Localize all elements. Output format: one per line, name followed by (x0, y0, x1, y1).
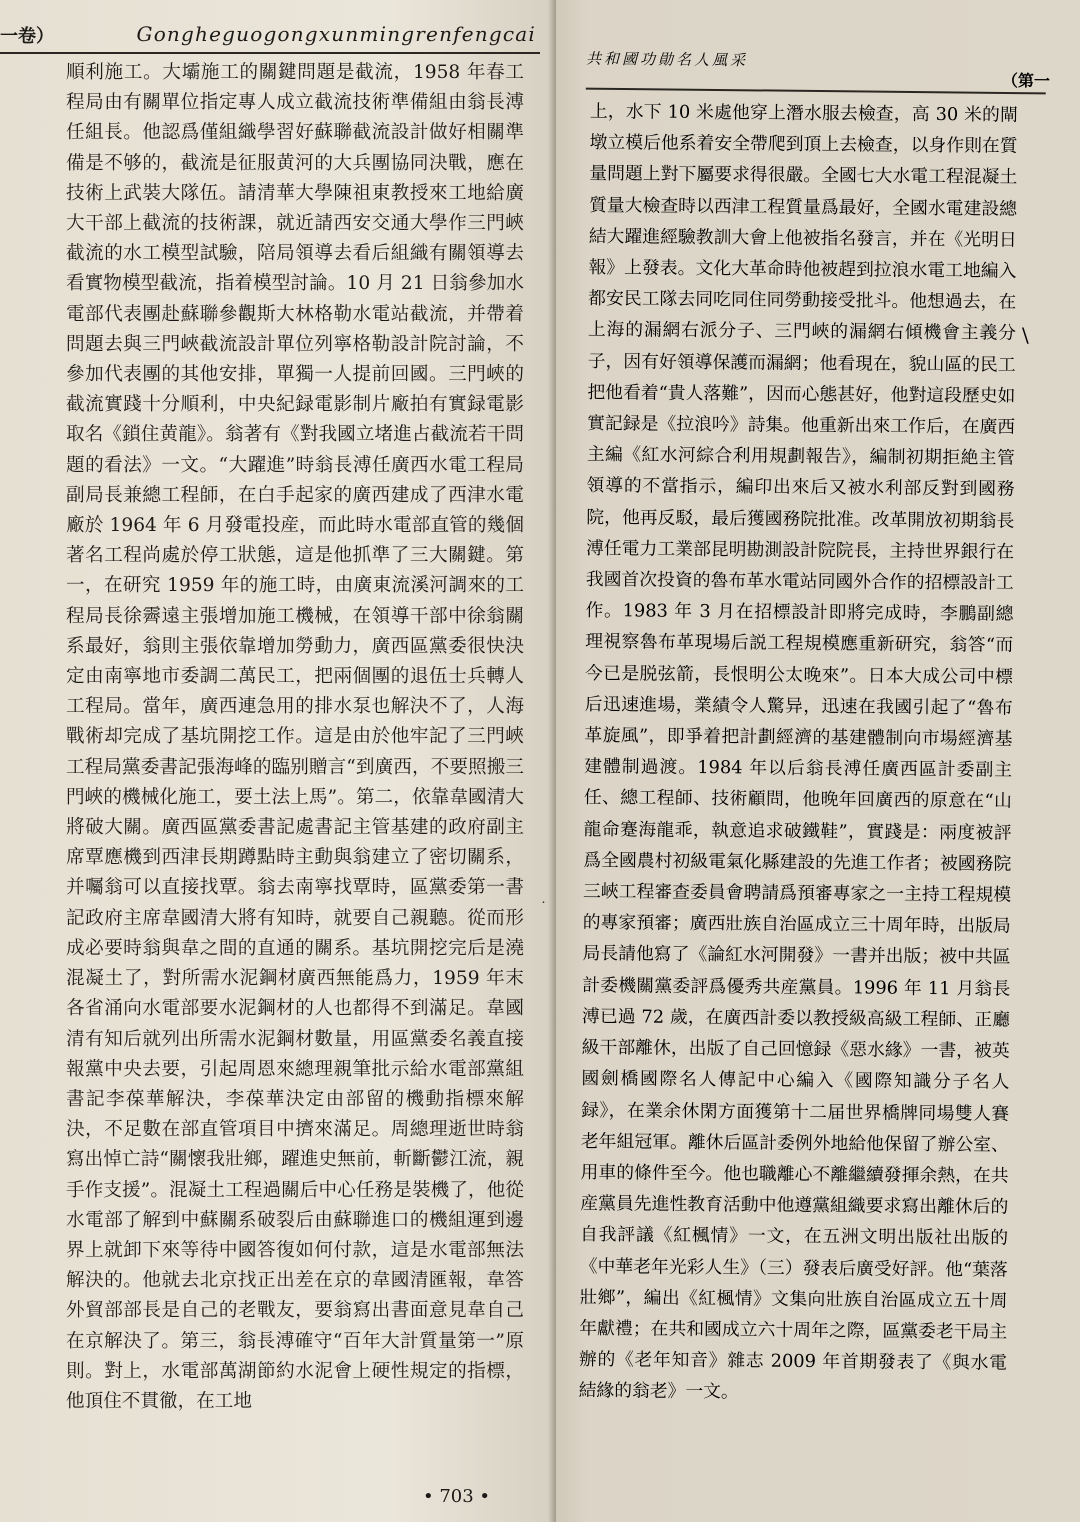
margin-mark: \ (1022, 323, 1029, 347)
margin-dot: ˙ (540, 900, 547, 916)
left-body-text (66, 58, 524, 1417)
left-volume-label: 一卷） (0, 26, 54, 47)
right-body-paragraph: 上，水下 10 米處他穿上潛水服去檢查，高 30 米的閘墩立模后他系着安全帶爬到頂上去檢查，以身作則在質量問題上對下屬要求得很嚴。全國七大水電工程混凝土質量大檢查時以西津工程質量爲最好，全國水電建設總結大躍進經驗教訓大會上他被指名發言，并在《光明日報》上發表。文化大革命時他被趕到拉浪水電工地編入都安民工隊去同吃同住同勞動接受批斗。他想過去，在上海的漏網右派分子、三門峽的漏網右傾機會主義分子，因有好領導保護而漏網；他看現在，貌山區的民工把他看着“貴人落難”，因而心態甚好，他對這段歷史如實記録是《拉浪吟》詩集。他重新出來工作后，在廣西主編《紅水河綜合利用規劃報告》，編制初期拒絶主管領導的不當指示，編印出來后又被水利部反對到國務院，他再反駁，最后獲國務院批准。改革開放初期翁長溥任電力工業部昆明勘測設計院院長，主持世界銀行在我國首次投資的魯布革水電站同國外合作的招標設計工作。1983 年 3 月在招標設計即將完成時，李鵬副總理視察魯布革現場后説工程規模應重新研究，翁答“而今已是脱弦箭，長恨明公太晚來”。日本大成公司中標后迅速進場，業績令人驚异，迅速在我國引起了“魯布革旋風”，即爭着把計劃經濟的基建體制向市場經濟基建體制過渡。1984 年以后翁長溥任廣西區計委副主任、總工程師、技術顧問，他晚年回廣西的原意在“山龍命蹇海龍乖，執意追求破鐵鞋”，實踐是：兩度被評爲全國農村初級電氣化縣建設的先進工作者；被國務院三峽工程審查委員會聘請爲預審專家之一主持工程規模的專家預審；廣西壯族自治區成立三十周年時，出版局局長請他寫了《論紅水河開發》一書并出版；被中共區計委機關黨委評爲優秀共産黨員。1996 年 11 月翁長溥已過 72 歲，在廣西計委以教授級高級工程師、正廳級干部離休，出版了自己回憶録《惡水緣》一書，被英國劍橋國際名人傳記中心編入《國際知識分子名人録》，在業余休閑方面獲第十二届世界橋牌同場雙人賽老年組冠軍。離休后區計委例外地給他保留了辦公室、用車的條件至今。他也職離心不離繼續發揮余熱，在共産黨員先進性教育活動中他遵黨組織要求寫出離休后的自我評議《紅楓情》一文，在五洲文明出版社出版的《中華老年光彩人生》（三）發表后廣受好評。他“葉落壯鄉”，編出《紅楓情》文集向壯族自治區成立五十周年獻禮；在共和國成立六十周年之際，區黨委老干局主辦的《老年知音》雜志 2009 年首期發表了《與水電結緣的翁老》一文。 (578, 100, 1018, 1403)
right-volume-label: （第一 (1001, 70, 1050, 91)
page-number: • 703 • (423, 1486, 491, 1507)
right-body-text (579, 96, 1018, 1410)
right-running-header (586, 44, 1050, 95)
right-series-title: 共和國功勛名人風采 (586, 49, 749, 70)
left-running-header (0, 18, 540, 54)
left-series-title: Gongheguogongxunmingrenfengcai (136, 22, 536, 46)
left-body-paragraph: 順利施工。大壩施工的關鍵問題是截流，1958 年春工程局由有關單位指定專人成立截流技術準備組由翁長溥任組長。他認爲僅組織學習好蘇聯截流設計做好相關準備是不够的，截流是征服黄河的大兵團協同決戰，應在技術上武裝大隊伍。請清華大學陳祖東教授來工地給廣大干部上截流的技術課，就近請西安交通大學作三門峽截流的水工模型試驗，陪局領導去看后組織有關領導去看實物模型截流，指着模型討論。10 月 21 日翁參加水電部代表團赴蘇聯參觀斯大林格勒水電站截流，并帶着問題去與三門峽截流設計單位列寧格勒設計院討論，不參加代表團的其他安排，單獨一人提前回國。三門峽的截流實踐十分順利，中央紀録電影制片廠拍有實録電影取名《鎖住黄龍》。翁著有《對我國立堵進占截流若干問題的看法》一文。“大躍進”時翁長溥任廣西水電工程局副局長兼總工程師，在白手起家的廣西建成了西津水電廠於 1964 年 6 月發電投産，而此時水電部直管的幾個著名工程尚處於停工狀態，這是他抓準了三大關鍵。第一，在研究 1959 年的施工時，由廣東流溪河調來的工程局長徐霽遠主張增加施工機械，在領導干部中徐翁關系最好，翁則主張依靠增加勞動力，廣西區黨委很快決定由南寧地市委調二萬民工，把兩個團的退伍士兵轉人工程局。當年，廣西連急用的排水泵也解決不了，人海戰術却完成了基坑開挖工作。這是由於他牢記了三門峽工程局黨委書記張海峰的臨别贈言“到廣西，不要照搬三門峽的機械化施工，要土法上馬”。第二，依靠韋國清大將破大關。廣西區黨委書記處書記主管基建的政府副主席覃應機到西津長期蹲點時主動與翁建立了密切關系，并囑翁可以直接找覃。翁去南寧找覃時，區黨委第一書記政府主席韋國清大將有知時，就要自己親聽。從而形成必要時翁與韋之間的直通的關系。基坑開挖完后是澆混凝土了，對所需水泥鋼材廣西無能爲力，1959 年末各省涌向水電部要水泥鋼材的人也都得不到滿足。韋國清有知后就列出所需水泥鋼材數量，用區黨委名義直接報黨中央去要，引起周恩來總理親筆批示給水電部黨組書記李葆華解決，李葆華決定由部留的機動指標來解決，不足數在部直管項目中擠來滿足。周總理逝世時翁寫出悼亡詩“關懷我壯鄉，躍進史無前，斬斷鬱江流，親手作支援”。混凝土工程過關后中心任務是裝機了，他從水電部了解到中蘇關系破裂后由蘇聯進口的機組運到邊界上就卸下來等待中國答復如何付款，這是水電部無法解決的。他就去北京找正出差在京的韋國清匯報，韋答外貿部部長是自己的老戰友，要翁寫出書面意見韋自己在京解決了。第三，翁長溥確守“百年大計質量第一”原則。對上，水電部萬湖節約水泥會上硬性規定的指標，他頂住不貫徹，在工地 (66, 62, 524, 1412)
